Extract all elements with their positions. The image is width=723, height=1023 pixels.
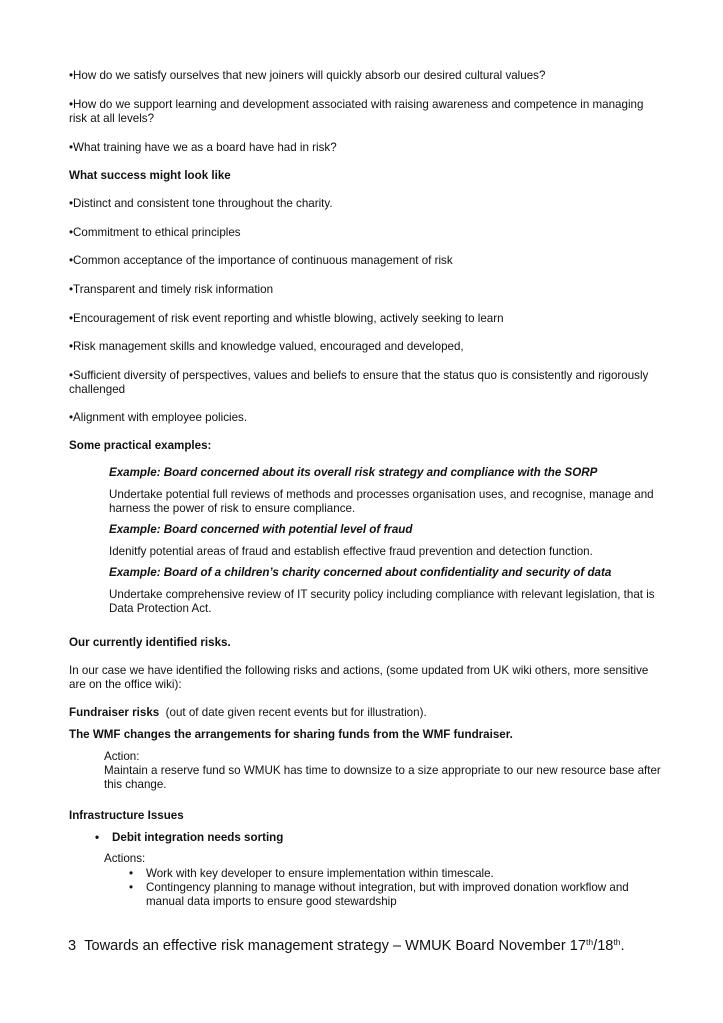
success-item: •Common acceptance of the importance of continuous management of risk [69, 254, 453, 267]
infrastructure-action: • Contingency planning to manage without integration, but with improved donation workflow and manual data imports to ensure good stewardship [129, 881, 629, 909]
question-item: •How do we support learning and development associated with raising awareness and competence in managing risk at all levels? [69, 98, 644, 126]
success-item: •Distinct and consistent tone throughout the charity. [69, 197, 333, 210]
example-title: Example: Board of a children’s charity concerned about confidentiality and security of data [109, 566, 612, 579]
example-title: Example: Board concerned about its overall risk strategy and compliance with the SORP [109, 466, 598, 479]
success-item: •Risk management skills and knowledge valued, encouraged and developed, [69, 340, 464, 353]
success-item: •Transparent and timely risk information [69, 283, 274, 296]
section-heading-risks: Our currently identified risks. [69, 636, 231, 649]
question-item: •What training have we as a board have had in risk? [69, 141, 337, 154]
bullet-icon: • [129, 867, 134, 880]
wmf-risk-heading: The WMF changes the arrangements for sharing funds from the WMF fundraiser. [69, 728, 513, 741]
fundraiser-risks-note: (out of date given recent events but for illustration). [159, 706, 427, 719]
page-footer: 3 Towards an effective risk management strategy – WMUK Board November 17th/18th. [68, 937, 625, 954]
infrastructure-item: • Debit integration needs sorting [95, 831, 284, 844]
footer-title: Towards an effective risk management strategy – WMUK Board November 17 [84, 938, 587, 954]
example-body: Undertake comprehensive review of IT security policy including compliance with relevant legislation, that is Data Protection Act. [109, 588, 655, 616]
fundraiser-risks-line [69, 706, 659, 720]
infrastructure-heading: Infrastructure Issues [69, 809, 184, 822]
example-body: Idenitfy potential areas of fraud and establish effective fraud prevention and detection function. [109, 545, 593, 558]
question-item: •How do we satisfy ourselves that new joiners will quickly absorb our desired cultural values? [69, 69, 546, 82]
infrastructure-actions-label: Actions: [104, 852, 146, 865]
infrastructure-action: • Work with key developer to ensure implementation within timescale. [129, 867, 494, 880]
section-heading-success: What success might look like [69, 169, 231, 182]
fundraiser-risks-label: Fundraiser risks [69, 706, 160, 719]
example-body: Undertake potential full reviews of methods and processes organisation uses, and recognise, manage and harness the power of risk to ensure compliance. [109, 488, 654, 516]
page-number: 3 [68, 938, 77, 954]
success-item: •Encouragement of risk event reporting and whistle blowing, actively seeking to learn [69, 312, 504, 325]
success-item: •Commitment to ethical principles [69, 226, 241, 239]
example-title: Example: Board concerned with potential level of fraud [109, 523, 413, 536]
bullet-icon: • [95, 831, 100, 844]
bullet-icon: • [129, 881, 134, 894]
success-item: •Alignment with employee policies. [69, 411, 248, 424]
wmf-action-label: Action: [104, 750, 140, 763]
section-heading-examples: Some practical examples: [69, 439, 212, 452]
risks-intro: In our case we have identified the following risks and actions, (some updated from UK wiki others, more sensitive are on the office wiki): [69, 664, 649, 692]
wmf-action-text: Maintain a reserve fund so WMUK has time to downsize to a size appropriate to our new resource base after this change. [104, 764, 661, 792]
success-item: •Sufficient diversity of perspectives, values and beliefs to ensure that the status quo is consistently and rigorously challenged [69, 369, 649, 397]
